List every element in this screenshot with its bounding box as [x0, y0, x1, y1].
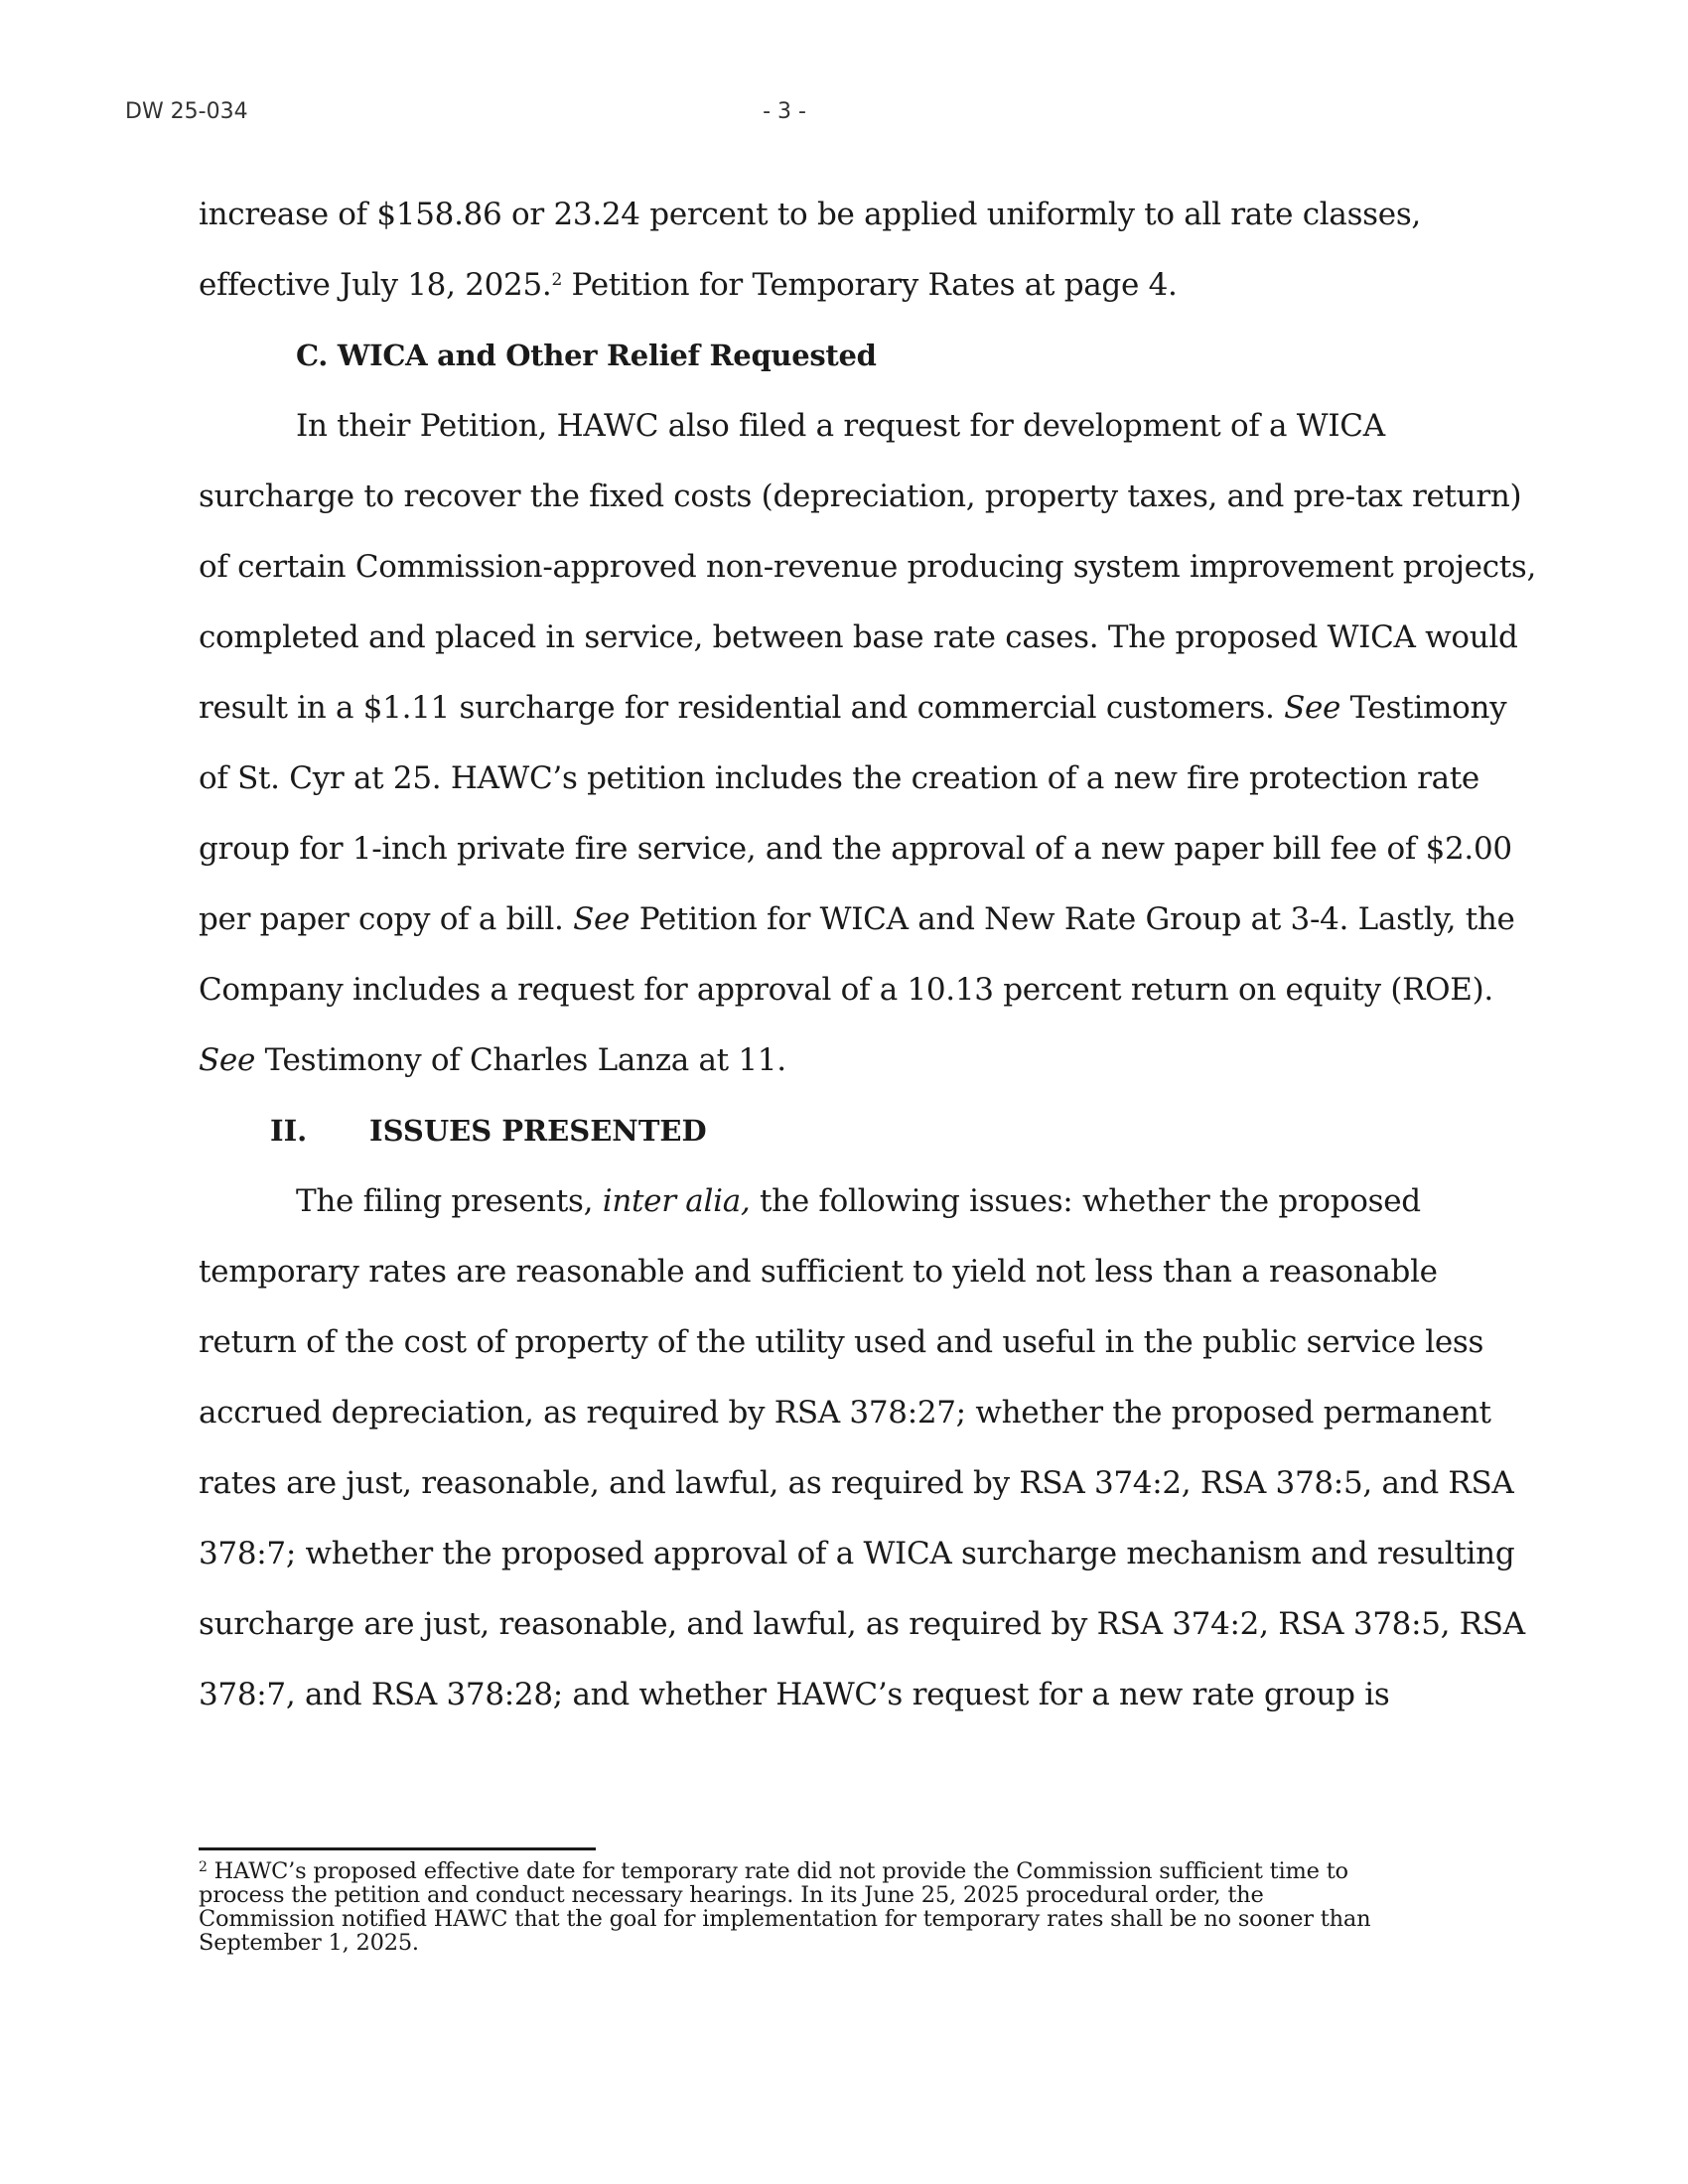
body-text: Petition for Temporary Rates at page 4.	[562, 267, 1178, 303]
body-text: effective July 18, 2025.	[199, 267, 552, 303]
docket-number: DW 25-034	[125, 99, 248, 124]
body-line: 378:7; whether the proposed approval of a WICA surcharge mechanism and resulting	[199, 1536, 1515, 1571]
body-line: accrued depreciation, as required by RSA 378:27; whether the proposed permanent	[199, 1395, 1491, 1431]
footnote-line: Commission notified HAWC that the goal for implementation for temporary rates shall be no sooner than	[199, 1906, 1371, 1932]
body-text: The filing presents,	[296, 1183, 603, 1219]
body-line: surcharge are just, reasonable, and lawful, as required by RSA 374:2, RSA 378:5, RSA	[199, 1606, 1525, 1642]
body-line: increase of $158.86 or 23.24 percent to be applied uniformly to all rate classes,	[199, 197, 1421, 232]
footnote-line: process the petition and conduct necessary hearings. In its June 25, 2025 procedural order, the	[199, 1882, 1264, 1908]
body-line: surcharge to recover the fixed costs (depreciation, property taxes, and pre-tax return)	[199, 478, 1522, 514]
body-text: Testimony	[1340, 690, 1507, 726]
body-text: per paper copy of a bill.	[199, 901, 574, 937]
body-line: completed and placed in service, between base rate cases. The proposed WICA would	[199, 619, 1518, 655]
body-line: group for 1-inch private fire service, and the approval of a new paper bill fee of $2.00	[199, 831, 1512, 867]
body-line	[296, 1181, 1421, 1221]
footnote-line	[199, 1859, 1348, 1883]
body-line: Company includes a request for approval of a 10.13 percent return on equity (ROE).	[199, 972, 1493, 1008]
body-line: 378:7, and RSA 378:28; and whether HAWC’s request for a new rate group is	[199, 1677, 1390, 1712]
body-text: Petition for WICA and New Rate Group at 3-4. Lastly, the	[630, 901, 1515, 937]
body-line	[199, 899, 1515, 939]
body-line: of certain Commission-approved non-revenue producing system improvement projects,	[199, 549, 1537, 585]
footnote-reference[interactable]: 2	[551, 270, 562, 290]
body-line	[199, 1040, 786, 1080]
italic-signal: See	[1284, 690, 1341, 726]
footnote-marker: 2	[199, 1859, 208, 1875]
body-text: Testimony of Charles Lanza at 11.	[255, 1042, 786, 1078]
body-line: rates are just, reasonable, and lawful, as required by RSA 374:2, RSA 378:5, and RSA	[199, 1465, 1514, 1501]
footnote-text: HAWC’s proposed effective date for temporary rate did not provide the Commission sufficient time to	[207, 1858, 1348, 1884]
footnote-separator	[199, 1847, 596, 1850]
italic-signal: See	[199, 1042, 256, 1078]
body-line: return of the cost of property of the utility used and useful in the public service less	[199, 1324, 1484, 1360]
section-heading-c: C. WICA and Other Relief Requested	[296, 339, 877, 372]
body-text: result in a $1.11 surcharge for residential and commercial customers.	[199, 690, 1285, 726]
body-line	[199, 688, 1506, 728]
body-line	[199, 265, 1178, 305]
footnote-line: September 1, 2025.	[199, 1930, 419, 1956]
body-line: of St. Cyr at 25. HAWC’s petition includes the creation of a new fire protection rate	[199, 760, 1479, 796]
body-line: temporary rates are reasonable and sufficient to yield not less than a reasonable	[199, 1254, 1438, 1290]
body-text: the following issues: whether the proposed	[750, 1183, 1421, 1219]
body-line: In their Petition, HAWC also filed a request for development of a WICA	[296, 408, 1385, 444]
italic-phrase: inter alia,	[602, 1183, 751, 1219]
italic-signal: See	[573, 901, 631, 937]
page-number: - 3 -	[763, 99, 806, 124]
section-number-ii: II.	[270, 1114, 308, 1148]
section-heading-ii: ISSUES PRESENTED	[369, 1114, 707, 1148]
